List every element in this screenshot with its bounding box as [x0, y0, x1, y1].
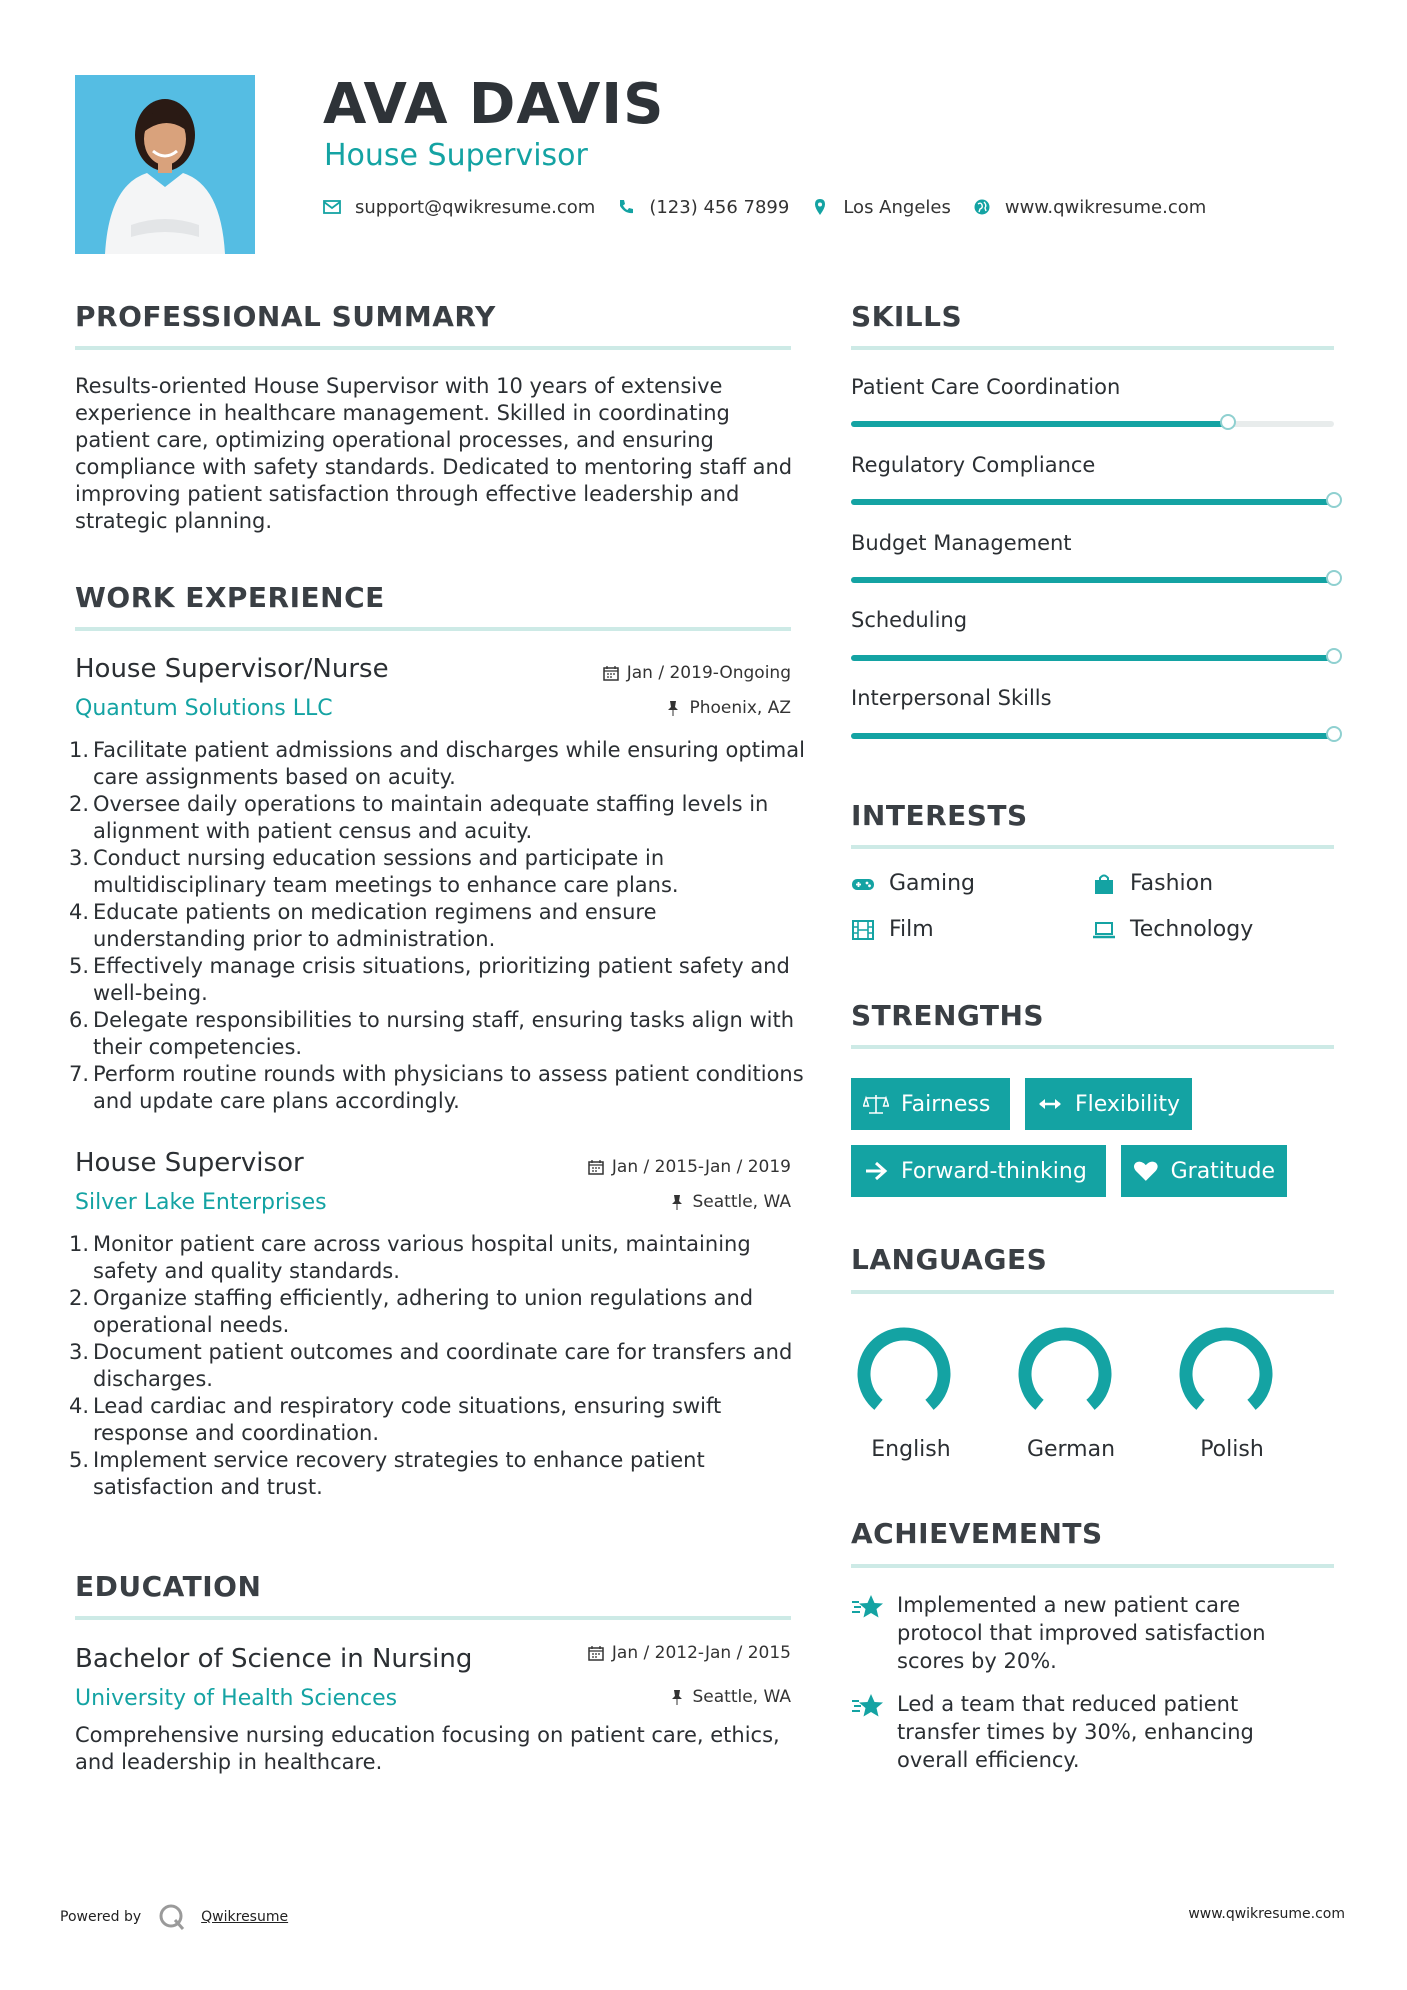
contact-email[interactable]	[323, 197, 595, 218]
pushpin-icon	[669, 1194, 685, 1210]
skill-bar-knob	[1326, 492, 1342, 508]
interest-item	[851, 871, 975, 896]
calendar-icon	[588, 1645, 604, 1661]
summary-text: Results-oriented House Supervisor with 10 years of extensive experience in healthcare management. Skilled in coordinating patient care, optimizing operational processes, and ensuring compliance with safety standards. Dedicated to mentoring staff and improving patient satisfaction through effective leadership and strategic planning.	[75, 374, 793, 533]
job-dates	[520, 1157, 791, 1177]
film-icon	[851, 919, 875, 941]
arrows-horizontal-icon	[1037, 1093, 1063, 1115]
shopping-bag-icon	[1092, 873, 1116, 895]
achievement-text: Implemented a new patient care protocol that improved satisfaction scores by 20%.	[897, 1593, 1266, 1673]
skill-bar	[851, 499, 1334, 505]
strength-label: Gratitude	[1170, 1158, 1275, 1184]
education-location-text: Seattle, WA	[692, 1687, 791, 1707]
skills-heading: SKILLS	[851, 300, 963, 333]
languages-divider	[851, 1290, 1334, 1294]
calendar-icon	[588, 1159, 604, 1175]
language-ring	[1172, 1320, 1280, 1428]
skill-bar	[851, 577, 1334, 583]
list-item: Delegate responsibilities to nursing staff, ensuring tasks align with their competencies.	[93, 1008, 795, 1059]
qwikresume-logo-icon	[157, 1902, 187, 1932]
list-item: Document patient outcomes and coordinate care for transfers and discharges.	[93, 1340, 793, 1391]
skill-bar-knob	[1326, 648, 1342, 664]
language-name: Polish	[1200, 1437, 1264, 1462]
list-item: Facilitate patient admissions and discharges while ensuring optimal care assignments based on acuity.	[93, 738, 805, 789]
company-name: Silver Lake Enterprises	[75, 1190, 327, 1215]
experience-heading: WORK EXPERIENCE	[75, 581, 385, 614]
summary-divider	[75, 346, 791, 350]
languages-heading: LANGUAGES	[851, 1243, 1048, 1276]
job-dates	[520, 663, 791, 683]
pushpin-icon	[665, 700, 681, 716]
language-item	[850, 1320, 958, 1432]
job-title: House Supervisor	[75, 1148, 304, 1178]
achievements-divider	[851, 1564, 1334, 1568]
interest-item	[1092, 917, 1253, 942]
contact-email-text: support@qwikresume.com	[355, 196, 596, 218]
list-item: Oversee daily operations to maintain adequate staffing levels in alignment with patient census and acuity.	[93, 792, 769, 843]
interest-label: Film	[889, 917, 934, 942]
education-description: Comprehensive nursing education focusing on patient care, ethics, and leadership in healthcare.	[75, 1723, 780, 1774]
skill-name: Regulatory Compliance	[851, 453, 1096, 477]
language-name: German	[1026, 1437, 1116, 1462]
interest-item	[1092, 871, 1213, 896]
skills-divider	[851, 346, 1334, 350]
strength-tag	[1121, 1145, 1287, 1197]
map-marker-icon	[811, 198, 829, 216]
calendar-icon	[603, 665, 619, 681]
language-ring-arc	[1186, 1334, 1266, 1405]
contact-location-text: Los Angeles	[843, 196, 951, 218]
list-item: Perform routine rounds with physicians to assess patient conditions and update care plans accordingly.	[93, 1062, 804, 1113]
list-item: Lead cardiac and respiratory code situations, ensuring swift response and coordination.	[93, 1394, 722, 1445]
company-name: Quantum Solutions LLC	[75, 696, 333, 721]
star-icon	[851, 1593, 885, 1623]
interest-label: Gaming	[889, 871, 975, 896]
phone-icon	[617, 198, 635, 216]
heart-icon	[1133, 1160, 1159, 1182]
job-location	[520, 698, 791, 718]
contact-phone-text: (123) 456 7899	[649, 196, 790, 218]
achievement-item	[851, 1591, 1311, 1675]
powered-by-text: Powered by	[60, 1909, 142, 1925]
footer-url[interactable]: www.qwikresume.com	[1188, 1906, 1345, 1922]
skill-name: Patient Care Coordination	[851, 375, 1121, 399]
skill-bar-fill	[851, 421, 1228, 427]
globe-icon	[973, 198, 991, 216]
education-divider	[75, 1616, 791, 1620]
achievement-text: Led a team that reduced patient transfer times by 30%, enhancing overall efficiency.	[897, 1692, 1254, 1772]
skill-bar-knob	[1326, 570, 1342, 586]
pushpin-icon	[669, 1689, 685, 1705]
skill-bar	[851, 421, 1334, 427]
contact-location	[811, 197, 951, 218]
skill-bar-fill	[851, 577, 1334, 583]
degree-title: Bachelor of Science in Nursing	[75, 1644, 473, 1674]
contact-bar	[323, 196, 1228, 218]
list-item: Organize staffing efficiently, adhering to union regulations and operational needs.	[93, 1286, 754, 1337]
interest-item	[851, 917, 934, 942]
job-duties-list	[75, 737, 813, 1115]
skill-bar-fill	[851, 499, 1334, 505]
achievement-item	[851, 1690, 1311, 1774]
achievements-heading: ACHIEVEMENTS	[851, 1517, 1103, 1550]
language-name: English	[871, 1437, 951, 1462]
star-icon	[851, 1692, 885, 1722]
skill-bar-fill	[851, 655, 1334, 661]
list-item: Conduct nursing education sessions and participate in multidisciplinary team meetings to enhance care plans.	[93, 846, 679, 897]
laptop-icon	[1092, 919, 1116, 941]
list-item: Effectively manage crisis situations, prioritizing patient safety and well-being.	[93, 954, 790, 1005]
skill-bar-fill	[851, 733, 1334, 739]
job-title: House Supervisor/Nurse	[75, 654, 389, 684]
strength-label: Fairness	[901, 1091, 991, 1117]
interest-label: Fashion	[1130, 871, 1214, 896]
strength-tag	[851, 1145, 1106, 1197]
skill-bar-knob	[1326, 726, 1342, 742]
experience-divider	[75, 627, 791, 631]
skill-name: Budget Management	[851, 531, 1072, 555]
gamepad-icon	[851, 873, 875, 895]
language-ring	[1011, 1320, 1119, 1428]
summary-heading: PROFESSIONAL SUMMARY	[75, 300, 496, 333]
strengths-divider	[851, 1045, 1334, 1049]
skill-bar	[851, 655, 1334, 661]
list-item: Educate patients on medication regimens and ensure understanding prior to administration.	[93, 900, 657, 951]
contact-website[interactable]	[973, 197, 1206, 218]
job-location	[520, 1192, 791, 1212]
arrow-right-icon	[863, 1160, 889, 1182]
interests-divider	[851, 845, 1334, 849]
footer-powered-by	[60, 1902, 288, 1932]
job-dates-text: Jan / 2019-Ongoing	[626, 663, 791, 683]
skill-bar	[851, 733, 1334, 739]
candidate-title: House Supervisor	[324, 138, 588, 173]
job-duties-list	[75, 1231, 813, 1501]
education-heading: EDUCATION	[75, 1570, 262, 1603]
list-item: Monitor patient care across various hospital units, maintaining safety and quality standards.	[93, 1232, 751, 1283]
contact-website-text: www.qwikresume.com	[1004, 196, 1207, 218]
brand-link[interactable]: Qwikresume	[201, 1909, 289, 1925]
language-ring-arc	[864, 1334, 944, 1405]
job-location-text: Seattle, WA	[692, 1192, 791, 1212]
strength-tag	[1025, 1078, 1192, 1130]
education-dates	[520, 1643, 791, 1663]
skill-name: Scheduling	[851, 608, 968, 632]
candidate-name: AVA DAVIS	[323, 72, 665, 137]
profile-photo	[75, 75, 255, 254]
language-ring-arc	[1025, 1334, 1105, 1405]
school-name: University of Health Sciences	[75, 1686, 398, 1711]
strength-label: Forward-thinking	[901, 1158, 1087, 1184]
contact-phone[interactable]	[617, 197, 789, 218]
interests-heading: INTERESTS	[851, 799, 1028, 832]
language-item	[1011, 1320, 1119, 1432]
strength-tag	[851, 1078, 1010, 1130]
strengths-heading: STRENGTHS	[851, 999, 1045, 1032]
job-dates-text: Jan / 2015-Jan / 2019	[611, 1157, 791, 1177]
strength-label: Flexibility	[1075, 1091, 1180, 1117]
interest-label: Technology	[1130, 917, 1254, 942]
education-location	[520, 1687, 791, 1707]
skill-name: Interpersonal Skills	[851, 686, 1052, 710]
balance-scale-icon	[863, 1093, 889, 1115]
envelope-icon	[323, 198, 341, 216]
education-dates-text: Jan / 2012-Jan / 2015	[611, 1643, 791, 1663]
language-item	[1172, 1320, 1280, 1432]
skill-bar-knob	[1220, 414, 1236, 430]
list-item: Implement service recovery strategies to enhance patient satisfaction and trust.	[93, 1448, 705, 1499]
job-location-text: Phoenix, AZ	[689, 698, 791, 718]
language-ring	[850, 1320, 958, 1428]
